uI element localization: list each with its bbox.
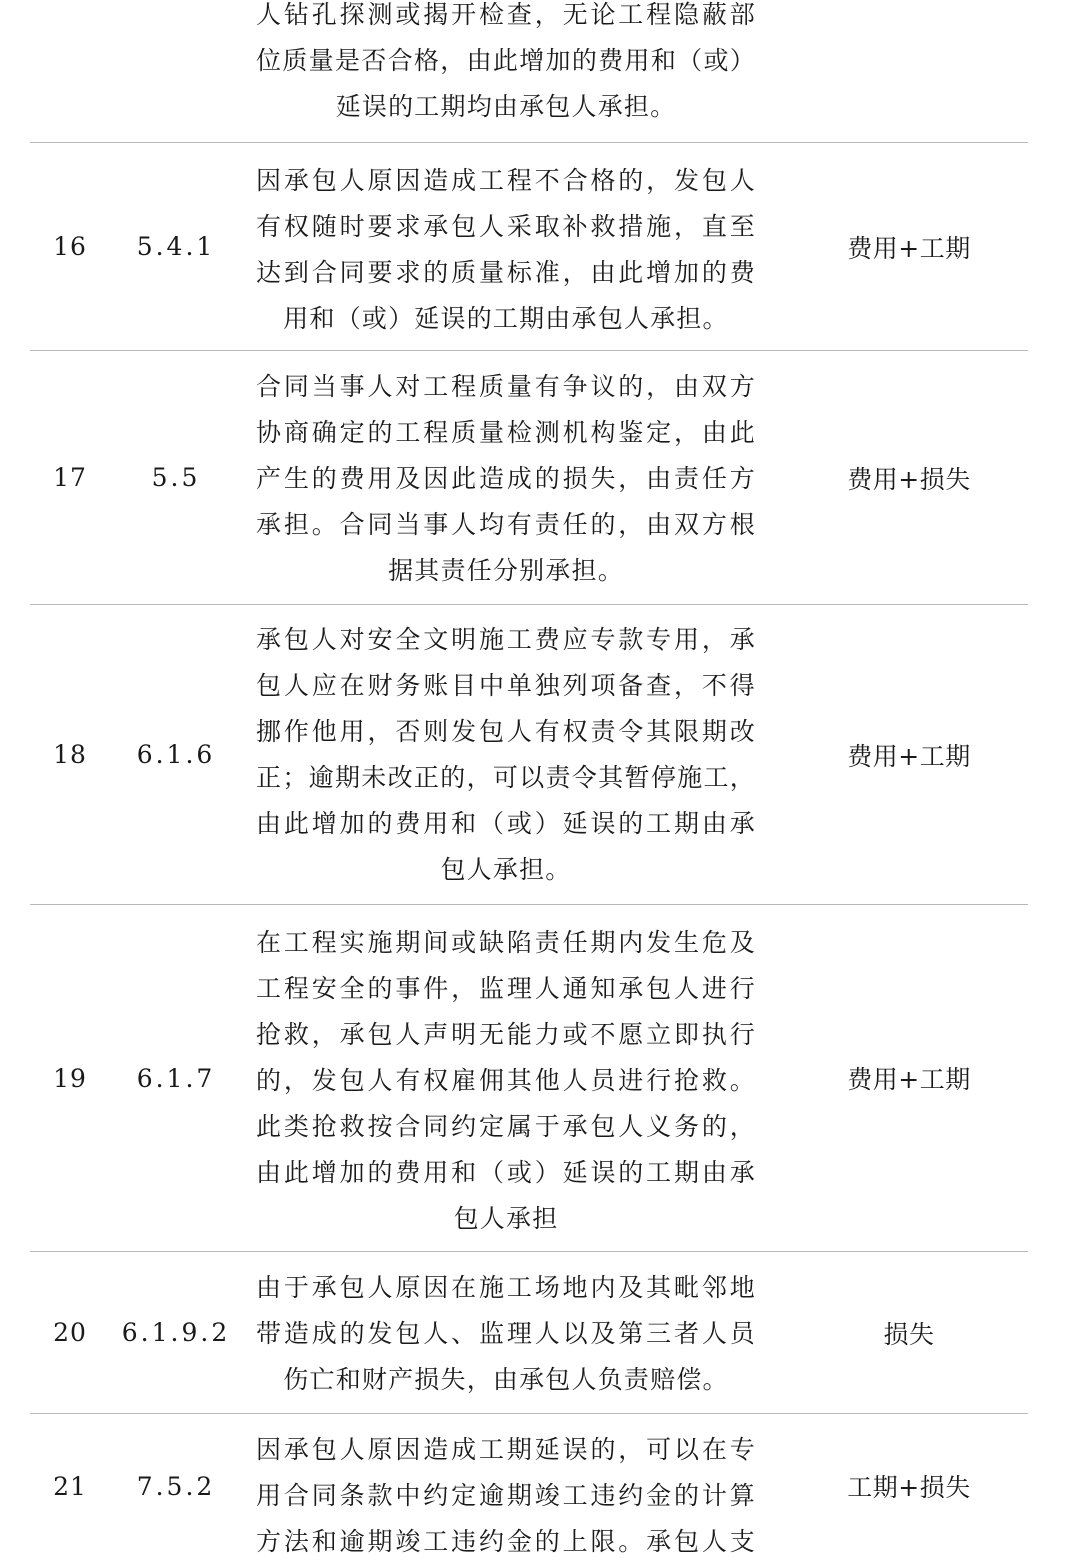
risk-type: 损失	[883, 1319, 935, 1349]
clause-number: 5.4.1	[136, 232, 216, 261]
clause-number: 6.1.9.2	[121, 1318, 231, 1347]
row-description: 因承包人原因造成工程不合格的，发包人 有权随时要求承包人采取补救措施，直至 达到合同要求的质量标准，由此增加的费 用和（或）延误的工期由承包人承担。	[256, 166, 756, 333]
row-number: 21	[53, 1471, 87, 1501]
clause-number: 6.1.7	[136, 1063, 216, 1093]
table-row	[30, 1252, 1028, 1414]
row-number: 17	[53, 463, 87, 492]
row-description: 人钻孔探测或揭开检查，无论工程隐蔽部 位质量是否合格，由此增加的费用和（或） 延误的工期均由承包人承担。	[256, 0, 756, 121]
clause-number: 5.5	[151, 463, 201, 492]
row-description: 合同当事人对工程质量有争议的，由双方 协商确定的工程质量检测机构鉴定，由此 产生的费用及因此造成的损失，由责任方 承担。合同当事人均有责任的，由双方根 据其责任分别承担。	[256, 372, 756, 585]
row-number: 20	[53, 1318, 87, 1347]
table-row	[30, 605, 1028, 905]
clause-number: 7.5.2	[136, 1471, 216, 1501]
clause-table	[30, 0, 1028, 1558]
clause-number: 6.1.6	[136, 740, 216, 769]
table-row	[30, 905, 1028, 1252]
risk-type: 费用+工期	[847, 1065, 971, 1094]
table-row	[30, 351, 1028, 605]
row-description: 在工程实施期间或缺陷责任期内发生危及 工程安全的事件，监理人通知承包人进行 抢救，承包人声明无能力或不愿立即执行 的，发包人有权雇佣其他人员进行抢救。 此类抢救按合同约定属于承包人义务的， 由此增加的费用和（或）延误的工期由承 包人承担	[256, 928, 756, 1233]
row-number	[30, 0, 110, 142]
row-number: 19	[53, 1063, 87, 1093]
row-description: 由于承包人原因在施工场地内及其毗邻地 带造成的发包人、监理人以及第三者人员 伤亡和财产损失，由承包人负责赔偿。	[256, 1273, 756, 1394]
risk-type: 费用+工期	[847, 233, 971, 263]
risk-type	[790, 0, 1028, 142]
row-number: 16	[53, 232, 87, 261]
table-row	[30, 1414, 1028, 1558]
risk-type: 费用+工期	[847, 741, 971, 771]
risk-type: 工期+损失	[847, 1473, 971, 1502]
row-description: 因承包人原因造成工期延误的，可以在专 用合同条款中约定逾期竣工违约金的计算 方法和逾期竣工违约金的上限。承包人支	[256, 1435, 756, 1556]
row-description: 承包人对安全文明施工费应专款专用，承 包人应在财务账目中单独列项备查，不得 挪作他用，否则发包人有权责令其限期改 正；逾期未改正的，可以责令其暂停施工， 由此增加的费用和（或）延误的工期由承 包人承担。	[256, 625, 756, 884]
risk-type: 费用+损失	[847, 464, 971, 494]
clause-number	[110, 0, 242, 142]
table-row	[30, 143, 1028, 351]
row-number: 18	[53, 740, 87, 769]
table-row	[30, 0, 1028, 143]
